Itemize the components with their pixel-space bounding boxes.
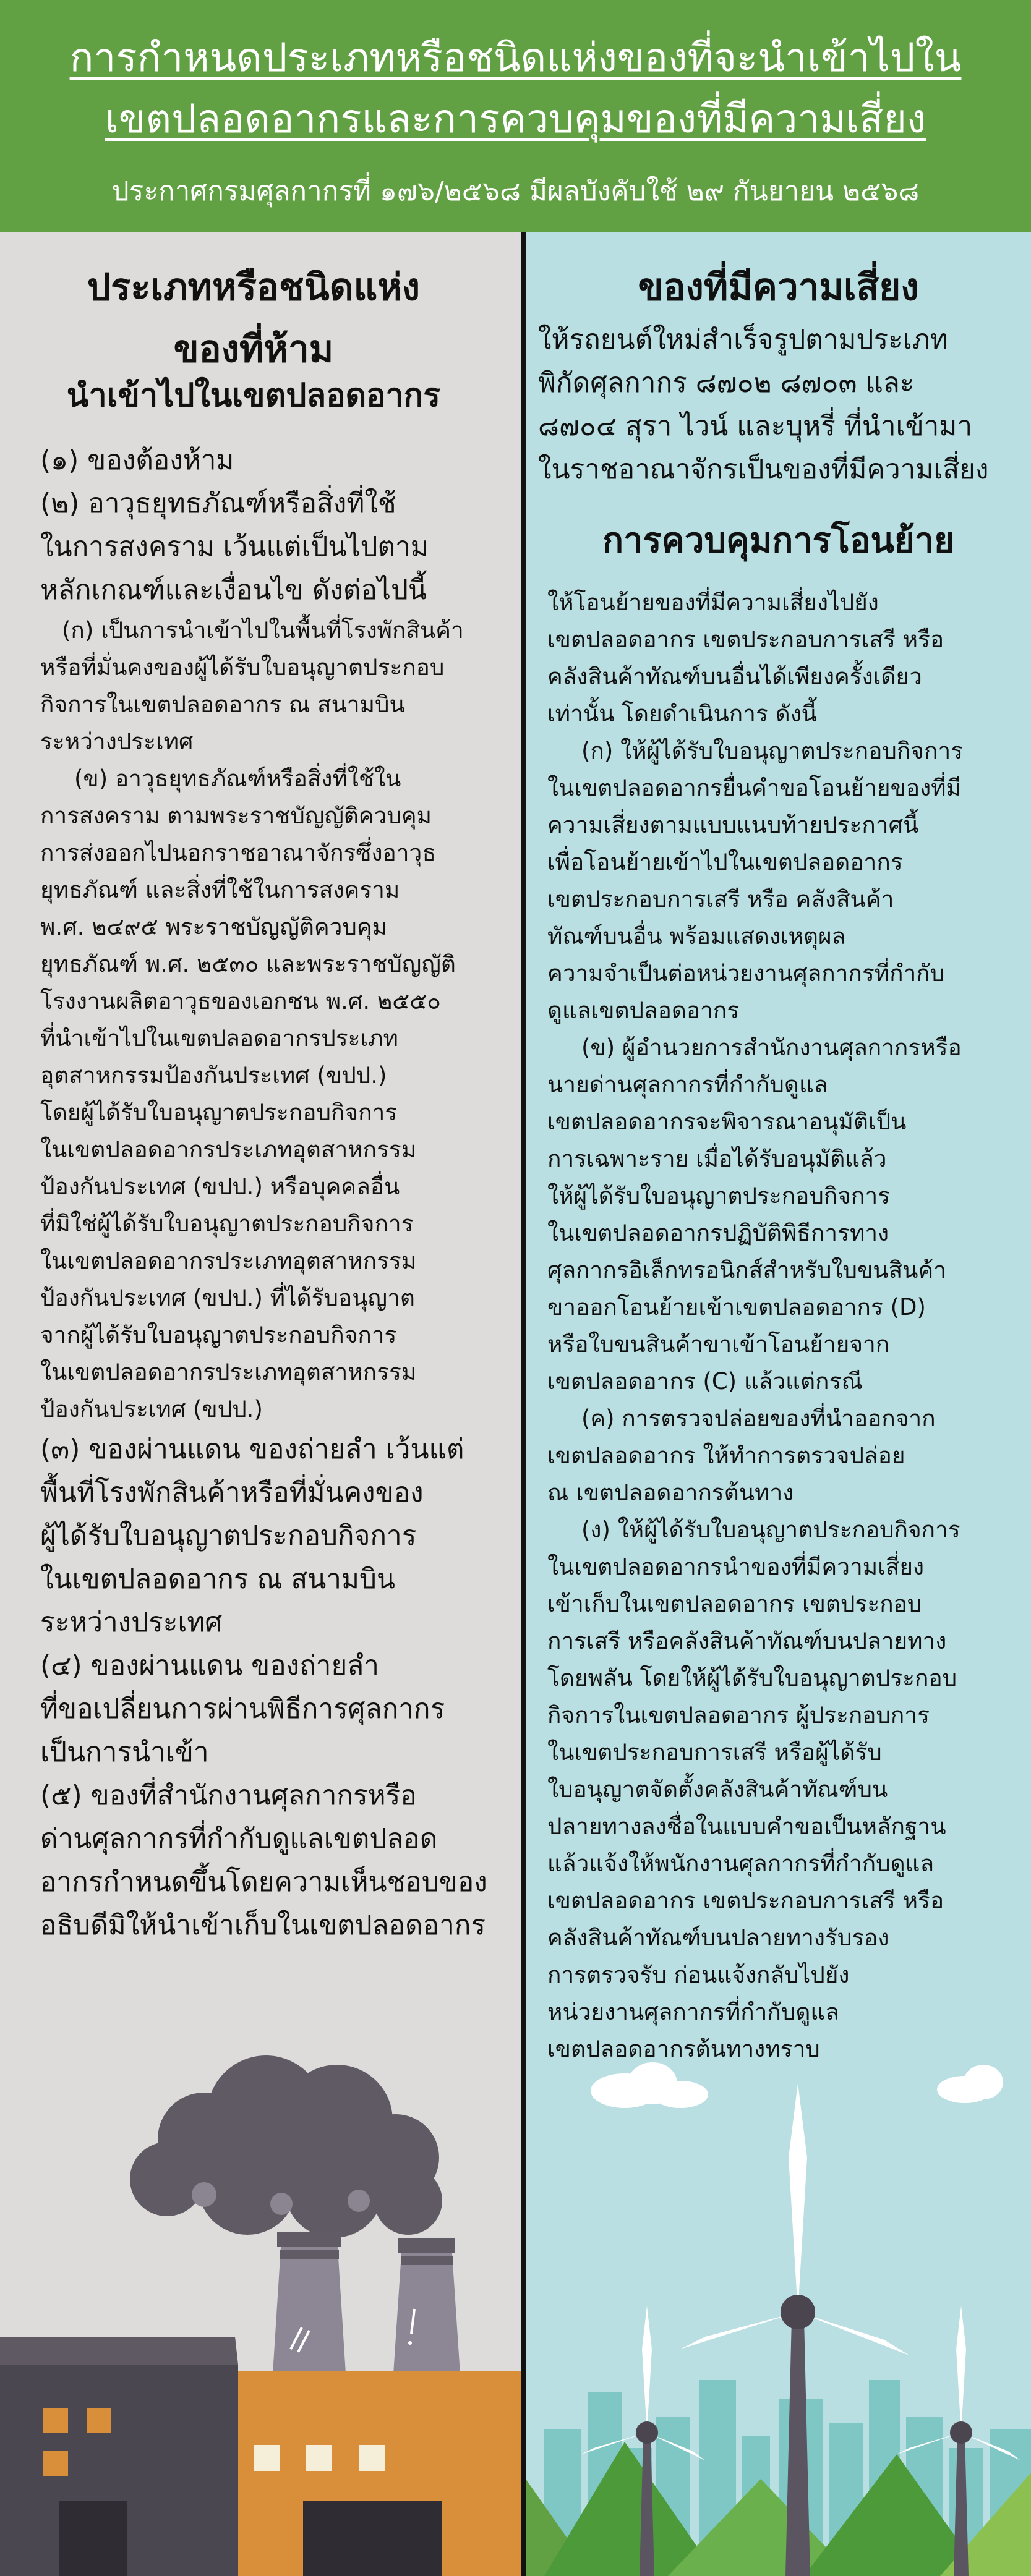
- list-item: (ก) เป็นการนำเข้าไปในพื้นที่โรงพักสินค้า: [62, 617, 464, 644]
- list-item: ในการสงคราม เว้นแต่เป็นไปตาม: [40, 531, 429, 563]
- text-line: กิจการในเขตปลอดอากร ผู้ประกอบการ: [547, 1702, 930, 1728]
- list-item: โรงงานผลิตอาวุธของเอกชน พ.ศ. ๒๕๕๐: [40, 988, 441, 1014]
- text-line: หรือใบขนสินค้าขาเข้าโอนย้ายจาก: [547, 1331, 890, 1358]
- list-item: เป็นการนำเข้า: [40, 1736, 209, 1768]
- text-line: ความจำเป็นต่อหน่วยงานศุลกากรที่กำกับ: [547, 960, 945, 987]
- list-item: พ.ศ. ๒๔๙๕ พระราชบัญญัติควบคุม: [40, 914, 388, 940]
- text-line: เท่านั้น โดยดำเนินการ ดังนี้: [547, 700, 817, 727]
- door-icon: [59, 2501, 127, 2576]
- window-icon: [254, 2445, 280, 2471]
- header-banner: [0, 0, 1031, 232]
- text-line: เขตปลอดอากร เขตประกอบการเสรี หรือ: [547, 1887, 944, 1914]
- risk-heading: ของที่มีความเสี่ยง: [638, 266, 919, 309]
- window-icon: [43, 2451, 68, 2476]
- list-item: ในเขตปลอดอากรประเภทอุตสาหกรรม: [40, 1359, 417, 1385]
- window-icon: [87, 2408, 111, 2433]
- list-item: หลักเกณฑ์และเงื่อนไข ดังต่อไปนี้: [40, 574, 427, 606]
- text-line: การเสรี หรือคลังสินค้าทัณฑ์บนปลายทาง: [547, 1628, 947, 1654]
- list-item: (๕) ของที่สำนักงานศุลกากรหรือ: [40, 1780, 417, 1811]
- transfer-control-heading: การควบคุมการโอนย้าย: [602, 521, 954, 561]
- list-item: พื้นที่โรงพักสินค้าหรือที่มั่นคงของ: [40, 1477, 424, 1508]
- list-item: ในเขตปลอดอากรประเภทอุตสาหกรรม: [40, 1248, 417, 1274]
- text-line: ณ เขตปลอดอากรต้นทาง: [547, 1479, 794, 1506]
- text-line: เขตประกอบการเสรี หรือ คลังสินค้า: [547, 886, 894, 912]
- text-line: เขตปลอดอากร (C) แล้วแต่กรณี: [547, 1368, 863, 1395]
- text-line: ๘๗๐๔ สุรา ไวน์ และบุหรี่ ที่นำเข้ามา: [538, 410, 973, 442]
- text-line: คลังสินค้าทัณฑ์บนปลายทางรับรอง: [547, 1924, 889, 1951]
- text-line: การตรวจรับ ก่อนแจ้งกลับไปยัง: [547, 1962, 850, 1988]
- text-line: ให้โอนย้ายของที่มีความเสี่ยงไปยัง: [547, 589, 879, 616]
- list-item: ในเขตปลอดอากรประเภทอุตสาหกรรม: [40, 1136, 417, 1163]
- list-item: ที่มิใช่ผู้ได้รับใบอนุญาตประกอบกิจการ: [40, 1210, 414, 1237]
- chimney-icon: [393, 2238, 461, 2383]
- prohibited-list: [40, 439, 510, 1947]
- list-item: ยุทธภัณฑ์ พ.ศ. ๒๕๓๐ และพระราชบัญญัติ: [40, 951, 456, 977]
- text-line: ในเขตประกอบการเสรี หรือผู้ได้รับ: [547, 1739, 882, 1766]
- window-icon: [43, 2408, 68, 2433]
- left-heading-line-2: ของที่ห้าม: [173, 328, 334, 371]
- text-line: นายด่านศุลกากรที่กำกับดูแล: [547, 1071, 828, 1098]
- text-line: ในราชอาณาจักรเป็นของที่มีความเสี่ยง: [538, 454, 989, 485]
- list-item: ด่านศุลกากรที่กำกับดูแลเขตปลอด: [40, 1823, 438, 1855]
- text-line: ศุลกากรอิเล็กทรอนิกส์สำหรับใบขนสินค้า: [547, 1257, 946, 1283]
- text-line: ดูแลเขตปลอดอากร: [547, 997, 740, 1024]
- list-item: ที่นำเข้าไปในเขตปลอดอากรประเภท: [40, 1025, 398, 1052]
- garage-door-icon: [303, 2501, 442, 2576]
- list-item: ผู้ได้รับใบอนุญาตประกอบกิจการ: [40, 1520, 417, 1552]
- subtitle: ประกาศกรมศุลกากรที่ ๑๗๖/๒๕๖๘ มีผลบังคับใช้ ๒๙ กันยายน ๒๕๖๘: [111, 176, 920, 207]
- list-item: อธิบดีมิให้นำเข้าเก็บในเขตปลอดอากร: [40, 1910, 486, 1941]
- list-item: โดยผู้ได้รับใบอนุญาตประกอบกิจการ: [40, 1099, 398, 1126]
- text-line: (ก) ให้ผู้ได้รับใบอนุญาตประกอบกิจการ: [581, 738, 964, 764]
- list-item: ในเขตปลอดอากร ณ สนามบิน: [40, 1563, 395, 1595]
- building-roof: [0, 2337, 238, 2365]
- list-item: หรือที่มั่นคงของผู้ได้รับใบอนุญาตประกอบ: [40, 654, 445, 681]
- cloud-icon: [591, 2062, 708, 2108]
- list-item: กิจการในเขตปลอดอากร ณ สนามบิน: [40, 691, 405, 718]
- left-heading: [19, 257, 489, 380]
- text-line: คลังสินค้าทัณฑ์บนอื่นได้เพียงครั้งเดียว: [547, 663, 922, 690]
- window-icon: [359, 2445, 385, 2471]
- title-line-2: เขตปลอดอากรและการควบคุมของที่มีความเสี่ยง: [105, 96, 926, 142]
- list-item: จากผู้ได้รับใบอนุญาตประกอบกิจการ: [40, 1322, 397, 1348]
- text-line: เขตปลอดอากร ให้ทำการตรวจปล่อย: [547, 1442, 905, 1469]
- text-line: เขตปลอดอากรจะพิจารณาอนุมัติเป็น: [547, 1108, 907, 1135]
- text-line: ในเขตปลอดอากรนำของที่มีความเสี่ยง: [547, 1554, 925, 1580]
- wind-city-illustration: [526, 2062, 1031, 2576]
- text-line: เขตปลอดอากร เขตประกอบการเสรี หรือ: [547, 626, 944, 653]
- list-item: (๒) อาวุธยุทธภัณฑ์หรือสิ่งที่ใช้: [40, 488, 396, 519]
- illustration: [0, 2046, 1031, 2576]
- list-item: การสงคราม ตามพระราชบัญญัติควบคุม: [40, 802, 432, 829]
- list-item: (ข) อาวุธยุทธภัณฑ์หรือสิ่งที่ใช้ใน: [74, 765, 401, 792]
- cloud-icon: [937, 2065, 1003, 2103]
- text-line: (ข) ผู้อำนวยการสำนักงานศุลกากรหรือ: [581, 1034, 962, 1061]
- text-line: ให้รถยนต์ใหม่สำเร็จรูปตามประเภท: [538, 324, 948, 355]
- text-line: ในเขตปลอดอากรยื่นคำขอโอนย้ายของที่มี: [547, 775, 961, 801]
- list-item: อุตสาหกรรมป้องกันประเทศ (ขปป.): [40, 1062, 387, 1089]
- text-line: ในเขตปลอดอากรปฏิบัติพิธีการทาง: [547, 1220, 889, 1246]
- left-subheading: นำเข้าไปในเขตปลอดอากร: [66, 377, 441, 414]
- text-line: ให้ผู้ได้รับใบอนุญาตประกอบกิจการ: [547, 1183, 891, 1209]
- list-item: ระหว่างประเทศ: [40, 1607, 223, 1638]
- chimney-icon: [272, 2232, 346, 2383]
- text-line: หน่วยงานศุลกากรที่กำกับดูแล: [547, 1999, 839, 2025]
- text-line: เพื่อโอนย้ายเข้าไปในเขตปลอดอากร: [547, 849, 903, 875]
- list-item: (๓) ของผ่านแดน ของถ่ายลำ เว้นแต่: [40, 1434, 464, 1465]
- list-item: ป้องกันประเทศ (ขปป.): [40, 1396, 263, 1422]
- title-line-1: การกำหนดประเภทหรือชนิดแห่งของที่จะนำเข้าไปใน: [69, 35, 962, 81]
- list-item: ยุทธภัณฑ์ และสิ่งที่ใช้ในการสงคราม: [40, 877, 400, 903]
- left-heading-line-1: ประเภทหรือชนิดแห่ง: [87, 266, 421, 309]
- text-line: ขาออกโอนย้ายเข้าเขตปลอดอากร (D): [547, 1294, 926, 1320]
- text-line: โดยพลัน โดยให้ผู้ได้รับใบอนุญาตประกอบ: [547, 1665, 957, 1691]
- text-line: (ค) การตรวจปล่อยของที่นำออกจาก: [581, 1405, 936, 1432]
- text-line: (ง) ให้ผู้ได้รับใบอนุญาตประกอบกิจการ: [581, 1516, 960, 1543]
- text-line: ปลายทางลงชื่อในแบบคำขอเป็นหลักฐาน: [547, 1813, 946, 1840]
- text-line: ใบอนุญาตจัดตั้งคลังสินค้าทัณฑ์บน: [547, 1776, 888, 1803]
- list-item: อากรกำหนดขึ้นโดยความเห็นชอบของ: [40, 1866, 487, 1898]
- list-item: ป้องกันประเทศ (ขปป.) หรือบุคคลอื่น: [40, 1173, 400, 1200]
- text-line: ความเสี่ยงตามแบบแนบท้ายประกาศนี้: [547, 812, 919, 838]
- text-line: แล้วแจ้งให้พนักงานศุลกากรที่กำกับดูแล: [547, 1850, 935, 1877]
- list-item: (๔) ของผ่านแดน ของถ่ายลำ: [40, 1650, 379, 1681]
- sub-items: [40, 612, 510, 1428]
- text-line: เขตปลอดอากรต้นทางทราบ: [547, 2036, 820, 2062]
- list-item: การส่งออกไปนอกราชอาณาจักรซึ่งอาวุธ: [40, 840, 436, 866]
- list-item: ป้องกันประเทศ (ขปป.) ที่ได้รับอนุญาต: [40, 1285, 415, 1311]
- list-item: ที่ขอเปลี่ยนการผ่านพิธีการศุลกากร: [40, 1693, 445, 1725]
- list-item: (๑) ของต้องห้าม: [40, 444, 234, 476]
- text-line: เข้าเก็บในเขตปลอดอากร เขตประกอบ: [547, 1591, 922, 1617]
- list-item: ระหว่างประเทศ: [40, 728, 194, 755]
- window-icon: [306, 2445, 332, 2471]
- risk-description: [538, 318, 1027, 491]
- transfer-control-text: [547, 584, 1024, 2068]
- factory-illustration: [0, 2055, 521, 2576]
- text-line: ทัณฑ์บนอื่น พร้อมแสดงเหตุผล: [547, 923, 846, 950]
- text-line: การเฉพาะราย เมื่อได้รับอนุมัติแล้ว: [547, 1146, 887, 1172]
- text-line: พิกัดศุลกากร ๘๗๐๒ ๘๗๐๓ และ: [538, 367, 915, 399]
